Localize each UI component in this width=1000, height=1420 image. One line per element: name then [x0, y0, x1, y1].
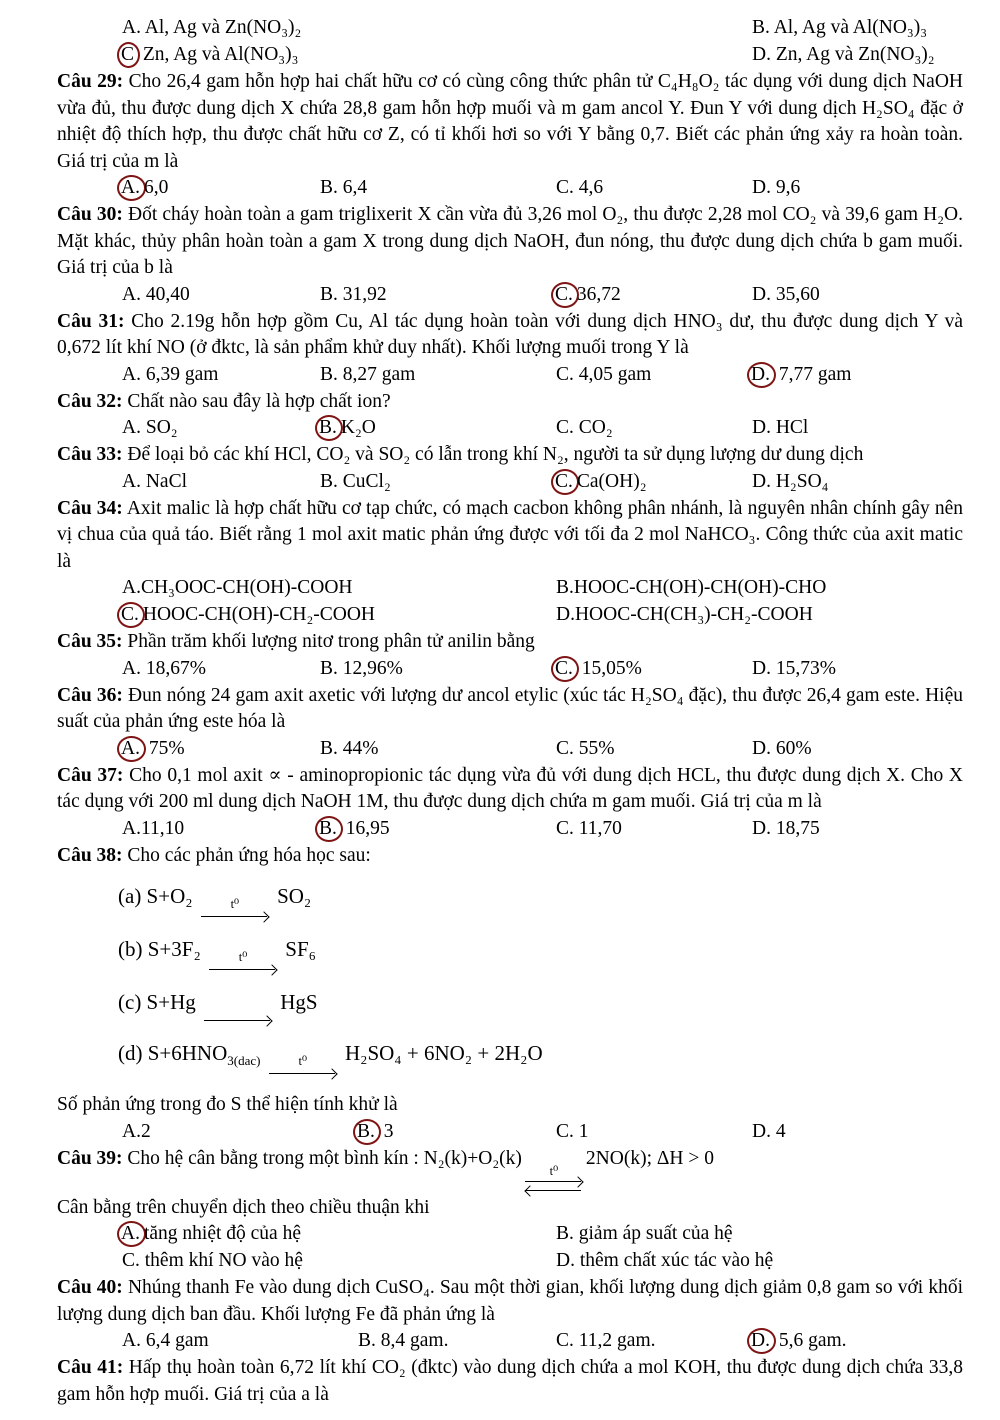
option [752, 415, 808, 442]
question-stem-text: Cân bằng trên chuyển dịch theo chiều thuận khi [57, 1196, 430, 1218]
options-row [57, 602, 963, 629]
option [320, 175, 367, 202]
question-stem-text: Cho 2.19g hỗn hợp gồm Cu, Al tác dụng hoàn toàn với dung dịch HNO₃ dư, thu được dung dịch Y và 0,672 lít khí NO (ở đktc, là sản phẩm khử duy nhất). Khối lượng muối trong Y là [57, 310, 964, 358]
option [320, 415, 376, 442]
question-number: Câu 38: [57, 844, 123, 866]
question-stem-continued [57, 1195, 963, 1222]
option-letter: A. [122, 363, 141, 385]
equation [118, 988, 963, 1026]
option-text: 8,27 gam [337, 363, 416, 385]
option [752, 282, 820, 309]
arrow-condition-label: t⁰ [298, 1054, 307, 1068]
option-text: 4,6 [573, 177, 604, 198]
option-letter: B. [556, 577, 574, 598]
option-letter: A. [122, 283, 141, 305]
option [320, 816, 390, 843]
option-letter: D. [752, 470, 771, 492]
options-row [57, 469, 963, 496]
option [122, 1119, 151, 1146]
option-letter: C. [556, 737, 574, 759]
option-letter: D. [752, 283, 771, 305]
option-letter: A. [121, 1223, 140, 1244]
option-letter: C. [556, 817, 574, 839]
option [122, 469, 187, 496]
reaction-arrow-icon [201, 898, 269, 922]
option-text: HOOC-CH(OH)-CH₂-COOH [142, 604, 376, 625]
question-number: Câu 36: [57, 684, 123, 706]
question-number: Câu 37: [57, 764, 124, 786]
equilibrium-arrow-icon [525, 1165, 583, 1195]
option-letter: A. [122, 657, 141, 679]
formula-text: Cho hệ cân bằng trong một bình kín : N₂(k)+O₂(k) [127, 1147, 522, 1169]
question-stem-text: Axit malic là hợp chất hữu cơ tạp chức, có mạch cacbon không phân nhánh, là nguyên nhân chính gây nên vị chua của quả táo. Biết rằng 1 mol axit matic phản ứng được với tối đa 2 mol NaHCO₃. Công thức của axit matic là [57, 497, 963, 572]
arrow-shaft-forward [525, 1177, 583, 1186]
option-letter: A. [121, 737, 140, 759]
question-stem [57, 202, 963, 282]
option [122, 362, 218, 389]
option [122, 175, 168, 202]
question-cau-30 [57, 202, 963, 309]
option-text: 16,95 [340, 817, 390, 839]
option [752, 15, 927, 42]
option-text: 15,73% [770, 657, 836, 679]
question-cau-33 [57, 442, 963, 496]
question-stem-text: Cho 26,4 gam hỗn hợp hai chất hữu cơ có cùng công thức phân tử C₄H₈O₂ tác dụng với dung dịch NaOH vừa đủ, thu được dung dịch X chứa 28,8 gam hỗn hợp muối và m gam ancol Y. Đun Y với dung dịch H₂SO₄ đặc ở nhiệt độ thích hợp, thu được chất hữu cơ Z, có tỉ khối hơi so với Y bằng 0,7. Biết các phản ứng xảy ra hoàn toàn. Giá trị của m là [57, 71, 964, 172]
arrow-shaft [201, 910, 269, 922]
option-letter: D. [752, 44, 771, 65]
question-stem-text: Phần trăm khối lượng nitơ trong phân tử anilin bằng [127, 631, 535, 652]
option [122, 1328, 209, 1355]
option-letter: C. [556, 1120, 574, 1142]
option-text: HOOC-CH(CH₃)-CH₂-COOH [574, 604, 813, 625]
option-letter: C. [556, 363, 574, 385]
arrow-shaft [269, 1067, 337, 1079]
reaction-arrow-icon [269, 1055, 337, 1079]
question-number: Câu 40: [57, 1277, 123, 1298]
option-letter: B. [320, 737, 338, 759]
question-stem [57, 843, 963, 870]
option-letter: D. [752, 817, 771, 839]
option-text: CuCl₂ [337, 470, 391, 492]
option-text: 5,6 gam. [773, 1330, 847, 1351]
option-letter: A. [122, 417, 141, 438]
option-text: K₂O [340, 417, 376, 438]
option-letter: A. [122, 470, 141, 492]
option-text: 4,05 gam [573, 363, 652, 385]
formula-text [260, 1041, 265, 1065]
option-letter: B. [320, 177, 338, 198]
equation [118, 882, 963, 922]
arrow-condition-label: t⁰ [238, 950, 248, 964]
options-row [57, 1248, 963, 1275]
answer-circle [747, 1328, 776, 1354]
option-text: giảm áp suất của hệ [573, 1223, 733, 1244]
option-letter: C. [556, 1330, 574, 1351]
option-letter: A. [122, 17, 141, 38]
question-number: Câu 34: [57, 497, 123, 519]
option [556, 469, 647, 496]
option [320, 656, 403, 683]
option-letter: D. [752, 177, 771, 198]
option [556, 1119, 589, 1146]
reaction-arrow-icon [204, 1002, 272, 1026]
option-letter: B. [357, 1120, 375, 1142]
answer-circle [117, 736, 146, 762]
option [122, 1221, 301, 1248]
question-stem-continued [57, 1092, 963, 1119]
option-letter: B. [319, 417, 337, 438]
option [122, 282, 190, 309]
question-stem-text: Đốt cháy hoàn toàn a gam triglixerit X cần vừa đủ 3,26 mol O₂, thu được 2,28 mol CO₂ và 39,6 gam H₂O. Mặt khác, thủy phân hoàn toàn a gam X trong dung dịch NaOH, đun nóng, thu được dung dịch chứa b gam muối. Giá trị của b là [57, 204, 964, 278]
option-text: 1 [573, 1120, 589, 1142]
option [320, 469, 391, 496]
equation-list [57, 882, 963, 1079]
options-row [57, 15, 963, 42]
question-stem [57, 763, 963, 816]
question-stem-text: Chất nào sau đây là hợp chất ion? [127, 390, 391, 412]
question-stem [57, 1275, 963, 1328]
option-letter: D. [752, 1120, 771, 1142]
option-text: tăng nhiệt độ của hệ [143, 1223, 301, 1244]
option-text: Zn, Ag và Zn(NO₃)₂ [770, 44, 935, 65]
option-text: 6,4 gam [140, 1330, 209, 1351]
options-row [57, 415, 963, 442]
option-text: 60% [770, 737, 812, 759]
answer-circle [315, 415, 343, 441]
formula-text: (c) S+Hg [118, 990, 201, 1014]
option-text: HCl [770, 417, 809, 438]
formula-subscript: 3(dac) [227, 1053, 261, 1069]
option-text: 7,77 gam [773, 363, 852, 385]
option-letter: C. [555, 470, 573, 492]
options-row [57, 1328, 963, 1355]
option-letter: A. [122, 1120, 141, 1142]
option-text: thêm khí NO vào hệ [139, 1250, 303, 1271]
option [320, 362, 415, 389]
options-row [57, 736, 963, 763]
option-text: 35,60 [770, 283, 820, 305]
option [752, 469, 828, 496]
option-letter: D. [752, 417, 771, 438]
option [752, 736, 812, 763]
option [556, 282, 621, 309]
option-letter: C. [122, 1250, 140, 1271]
formula-text: HgS [275, 990, 318, 1014]
answer-circle [117, 602, 145, 628]
formula-text: (b) S+3F₂ [118, 937, 207, 961]
option-letter: A. [121, 177, 140, 198]
reaction-arrow-icon [209, 951, 277, 975]
option [556, 656, 642, 683]
question-stem [57, 1146, 963, 1195]
option-letter: C [121, 44, 135, 65]
options-row [57, 1221, 963, 1248]
option-text: 11,70 [573, 817, 622, 839]
question-stem-text: Để loại bỏ các khí HCl, CO₂ và SO₂ có lẫn trong khí N₂, người ta sử dụng lượng dư dung dịch [127, 444, 864, 465]
option-letter: B. [320, 283, 338, 305]
question-cau-31 [57, 309, 963, 389]
answer-circle [551, 656, 579, 682]
option [320, 736, 379, 763]
answer-circle [315, 816, 343, 842]
question-stem [57, 496, 963, 576]
option [556, 1221, 733, 1248]
option-text: SO₂ [140, 417, 178, 438]
question-cau-36 [57, 683, 963, 763]
option-letter: D. [556, 604, 575, 625]
option-text: 11,10 [140, 817, 185, 839]
option-text: CO₂ [573, 417, 613, 438]
options-row [57, 362, 963, 389]
question-stem [57, 683, 963, 736]
option [556, 602, 813, 629]
option-text: 40,40 [140, 283, 190, 305]
option [556, 415, 613, 442]
question-number: Câu 35: [57, 631, 123, 652]
answer-circle [551, 282, 579, 308]
option-text: Al, Ag và Al(NO₃)₃ [769, 17, 928, 38]
answer-circle [117, 1221, 146, 1247]
option-text: CH₃OOC-CH(OH)-COOH [140, 577, 353, 598]
option [752, 175, 800, 202]
arrow-shaft [204, 1014, 272, 1026]
option-text: H₂SO₄ [770, 470, 829, 492]
question-cau-41 [57, 1355, 963, 1408]
option [556, 1328, 656, 1355]
option [122, 415, 178, 442]
arrow-shaft-reverse [525, 1186, 583, 1195]
option [556, 362, 651, 389]
option-text: 36,72 [576, 283, 621, 305]
option-letter: C. [121, 604, 139, 625]
question-stem [57, 629, 963, 656]
carryover-options-block [57, 15, 963, 69]
option [358, 1119, 394, 1146]
question-cau-29 [57, 69, 963, 202]
option-letter: D. [752, 657, 771, 679]
question-stem-text: Nhúng thanh Fe vào dung dịch CuSO₄. Sau một thời gian, khối lượng dung dịch giảm 0,8 gam so với khối lượng dung dịch ban đầu. Khối lượng Fe đã phản ứng là [57, 1277, 964, 1325]
option [752, 1328, 847, 1355]
option [556, 1248, 773, 1275]
answer-circle [551, 469, 579, 495]
option-text: 55% [573, 737, 615, 759]
question-cau-32 [57, 389, 963, 443]
option [752, 656, 836, 683]
question-cau-38 [57, 843, 963, 1146]
option-letter: A. [122, 817, 141, 839]
question-number: Câu 30: [57, 204, 123, 225]
equation [118, 1039, 963, 1079]
option-text: thêm chất xúc tác vào hệ [574, 1250, 774, 1271]
option [752, 816, 820, 843]
option [556, 575, 826, 602]
option [122, 816, 184, 843]
option [122, 15, 301, 42]
option-text: 6,4 [337, 177, 368, 198]
option-text: 12,96% [337, 657, 403, 679]
formula-text: 2NO(k); ΔH > 0 [585, 1147, 714, 1169]
option [122, 656, 206, 683]
option-text: 11,2 gam. [573, 1330, 656, 1351]
option-letter: C. [556, 177, 574, 198]
question-stem [57, 1355, 963, 1408]
option-letter: B. [320, 363, 338, 385]
question-stem [57, 442, 963, 469]
option-letter: C. [555, 657, 573, 679]
option [556, 816, 622, 843]
option-text: 8,4 gam. [375, 1330, 449, 1351]
question-number: Câu 29: [57, 71, 124, 92]
formula-text: SF₆ [280, 937, 316, 961]
option-letter: B. [320, 470, 338, 492]
formula-text: SO₂ [271, 884, 312, 908]
arrow-shaft [209, 963, 277, 975]
option-text: 9,6 [770, 177, 801, 198]
options-row [57, 816, 963, 843]
question-number: Câu 32: [57, 390, 123, 412]
answer-circle [117, 175, 146, 201]
options-row [57, 175, 963, 202]
question-stem [57, 309, 963, 362]
option-text: 75% [143, 737, 185, 759]
answer-circle [747, 362, 776, 388]
option [752, 1119, 786, 1146]
option-text: Zn, Ag và Al(NO₃)₃ [138, 44, 299, 65]
option-text: NaCl [140, 470, 188, 492]
question-cau-39 [57, 1146, 963, 1276]
option-text: 31,92 [337, 283, 387, 305]
option-text: 3 [378, 1120, 394, 1142]
option-text: Ca(OH)₂ [576, 470, 647, 492]
option-text: 4 [770, 1120, 786, 1142]
option-letter: B. [319, 817, 337, 839]
option-letter: A. [122, 1330, 141, 1351]
question-number: Câu 31: [57, 310, 125, 332]
question-stem-text: Đun nóng 24 gam axit axetic với lượng dư ancol etylic (xúc tác H₂SO₄ đặc), thu được 26,4 gam este. Hiệu suất của phản ứng este hóa là [57, 684, 964, 732]
question-cau-34 [57, 496, 963, 630]
question-stem [57, 69, 963, 175]
options-row [57, 656, 963, 683]
option-letter: B. [320, 657, 338, 679]
option [122, 42, 298, 69]
options-row [57, 575, 963, 602]
arrow-condition-label: t⁰ [549, 1163, 559, 1178]
question-number: Câu 39: [57, 1147, 123, 1169]
option [752, 42, 935, 69]
option-letter: D. [556, 1250, 575, 1271]
option-letter: C. [555, 283, 573, 305]
option [122, 602, 375, 629]
arrow-condition-label: t⁰ [230, 897, 240, 911]
option-letter: A. [122, 577, 141, 598]
option-letter: D. [752, 737, 771, 759]
option-text: HOOC-CH(OH)-CH(OH)-CHO [573, 577, 827, 598]
options-row [57, 42, 963, 69]
question-stem-text: Số phản ứng trong đo S thể hiện tính khử là [57, 1094, 398, 1115]
formula-text: (a) S+O₂ [118, 884, 198, 908]
answer-circle [117, 42, 140, 68]
option-letter: B. [358, 1330, 376, 1351]
option-text: 18,67% [140, 657, 206, 679]
question-stem-text: Cho 0,1 mol axit ∝ - aminopropionic tác dụng vừa đủ với dung dịch HCL, thu được dung dịch X. Cho X tác dụng với 200 ml dung dịch NaOH 1M, thu được dung dịch chứa m gam muối. Giá trị của m là [57, 764, 964, 812]
option-text: 44% [337, 737, 379, 759]
options-row [57, 1119, 963, 1146]
question-stem [57, 389, 963, 416]
question-number: Câu 33: [57, 444, 123, 465]
option-letter: B. [556, 1223, 574, 1244]
option [122, 736, 185, 763]
option-text: Al, Ag và Zn(NO₃)₂ [140, 17, 302, 38]
equation [118, 935, 963, 975]
option-letter: C. [556, 417, 574, 438]
formula-text: H₂SO₄ + 6NO₂ + 2H₂O [339, 1041, 543, 1065]
option-text: 15,05% [576, 657, 642, 679]
option [320, 282, 387, 309]
question-cau-40 [57, 1275, 963, 1355]
question-cau-35 [57, 629, 963, 683]
question-number: Câu 41: [57, 1357, 124, 1378]
option [122, 575, 353, 602]
option [556, 736, 615, 763]
formula-text: (d) S+6HNO [118, 1041, 228, 1065]
option-letter: D. [751, 1330, 770, 1351]
option-letter: D. [751, 363, 770, 385]
question-stem-text: Cho các phản ứng hóa học sau: [127, 844, 371, 866]
question-stem-text: Hấp thụ hoàn toàn 6,72 lít khí CO₂ (đktc) vào dung dịch chứa a mol KOH, thu được dung dịch chứa 33,8 gam hỗn hợp muối. Giá trị của a là [57, 1357, 964, 1405]
option [556, 175, 603, 202]
question-cau-37 [57, 763, 963, 843]
option-letter: B. [752, 17, 770, 38]
option-text: 2 [140, 1120, 151, 1142]
option-text: 6,39 gam [140, 363, 219, 385]
option [122, 1248, 303, 1275]
option-text: 6,0 [143, 177, 169, 198]
option [358, 1328, 448, 1355]
options-row [57, 282, 963, 309]
option-text: 18,75 [770, 817, 820, 839]
answer-circle [353, 1119, 381, 1145]
option [752, 362, 851, 389]
